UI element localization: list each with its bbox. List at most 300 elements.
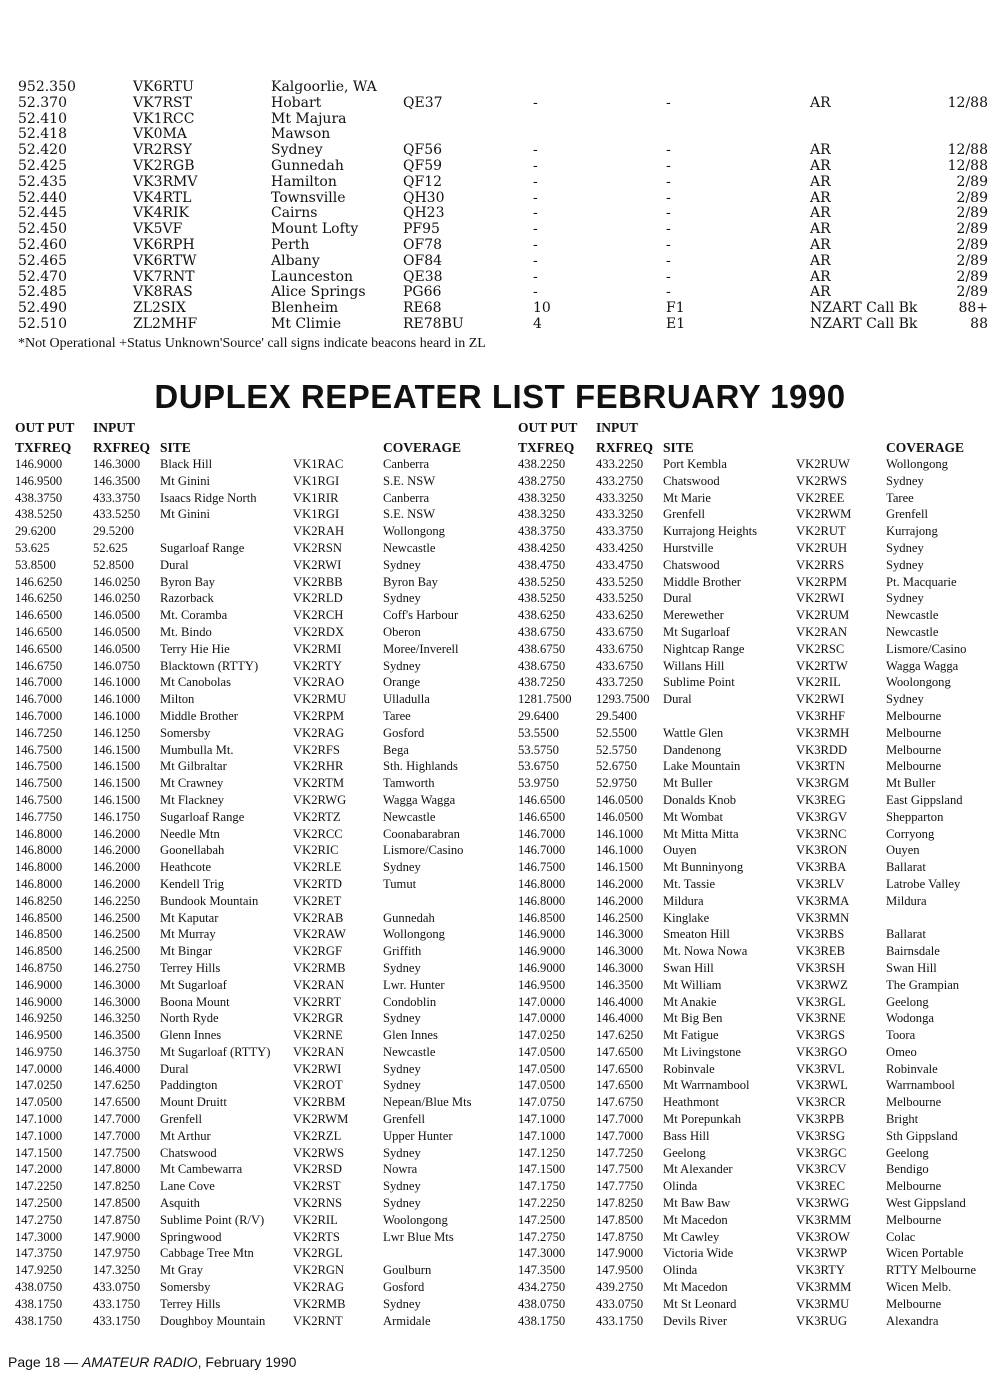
input-frequency: 146.1000 bbox=[93, 675, 141, 690]
beacon-row bbox=[18, 159, 988, 175]
output-frequency: 146.8000 bbox=[15, 826, 63, 841]
site-name: Chatswood bbox=[663, 557, 720, 572]
beacon-source: AR bbox=[810, 268, 831, 285]
input-frequency: 146.2500 bbox=[596, 910, 644, 925]
beacon-source: NZART Call Bk bbox=[810, 315, 918, 332]
coverage-header: COVERAGE bbox=[886, 440, 965, 455]
site-name: Mumbulla Mt. bbox=[160, 742, 234, 757]
site-name: Mt Warrnambool bbox=[663, 1078, 750, 1093]
beacon-row bbox=[18, 96, 988, 112]
input-frequency: 146.0500 bbox=[93, 608, 141, 623]
site-name: Hurstville bbox=[663, 540, 714, 555]
site-name: Mt St Leonard bbox=[663, 1296, 737, 1311]
output-frequency: 146.7750 bbox=[15, 809, 63, 824]
callsign: VK2RGN bbox=[293, 1263, 345, 1278]
beacon-source: AR bbox=[810, 284, 831, 301]
coverage-area: Bright bbox=[886, 1112, 919, 1127]
input-frequency: 433.0750 bbox=[93, 1280, 141, 1295]
callsign: VK2RNT bbox=[293, 1313, 343, 1328]
site-name: Dural bbox=[663, 591, 692, 606]
site-name: Blacktown (RTTY) bbox=[160, 658, 259, 673]
input-frequency: 433.1750 bbox=[93, 1313, 141, 1328]
input-frequency: 146.1500 bbox=[93, 759, 141, 774]
table-row bbox=[15, 826, 505, 843]
beacon-row bbox=[18, 270, 988, 286]
beacon-locator: QE38 bbox=[403, 268, 443, 285]
site-name: Mt Murray bbox=[160, 927, 216, 942]
table-row bbox=[518, 725, 1000, 742]
site-name: Mt Baw Baw bbox=[663, 1196, 731, 1211]
beacon-power: - bbox=[533, 142, 538, 159]
site-name: Smeaton Hill bbox=[663, 927, 730, 942]
coverage-area: East Gippsland bbox=[886, 792, 963, 807]
coverage-area: S.E. NSW bbox=[383, 473, 436, 488]
table-row bbox=[15, 1279, 505, 1296]
callsign: VK2ROT bbox=[293, 1078, 343, 1093]
input-frequency: 146.0500 bbox=[596, 792, 644, 807]
coverage-area: Sydney bbox=[383, 658, 421, 673]
output-frequency: 53.625 bbox=[15, 540, 50, 555]
coverage-area: Alexandra bbox=[886, 1313, 939, 1328]
input-frequency: 433.6750 bbox=[596, 624, 644, 639]
table-row bbox=[15, 1161, 505, 1178]
beacon-location: Townsville bbox=[271, 189, 346, 206]
coverage-area: Canberra bbox=[383, 457, 430, 471]
beacon-power: - bbox=[533, 157, 538, 174]
site-name: Mt Sugarloaf (RTTY) bbox=[160, 1044, 271, 1059]
coverage-area: Pt. Macquarie bbox=[886, 574, 957, 589]
input-frequency: 147.6500 bbox=[93, 1095, 141, 1110]
coverage-area: Geelong bbox=[886, 1145, 929, 1160]
callsign: VK2RSN bbox=[293, 540, 342, 555]
site-name: Doughboy Mountain bbox=[160, 1313, 266, 1328]
site-name: Mt Crawney bbox=[160, 776, 224, 791]
coverage-area: Armidale bbox=[383, 1313, 431, 1328]
coverage-area: Nepean/Blue Mts bbox=[383, 1095, 472, 1110]
beacon-frequency: 52.465 bbox=[18, 252, 67, 269]
beacon-power: - bbox=[533, 221, 538, 238]
beacon-mode: - bbox=[666, 252, 671, 269]
output-frequency: 53.5750 bbox=[518, 742, 559, 757]
output-frequency: 146.8500 bbox=[15, 910, 63, 925]
callsign: VK3RVL bbox=[796, 1061, 845, 1076]
table-row bbox=[518, 960, 1000, 977]
coverage-area: Wodonga bbox=[886, 1011, 934, 1026]
beacon-date: 12/88 bbox=[947, 142, 988, 159]
callsign: VK2RIC bbox=[293, 843, 339, 858]
beacon-locator: PF95 bbox=[403, 221, 440, 238]
site-name: Mt. Nowa Nowa bbox=[663, 944, 748, 959]
output-frequency: 146.8000 bbox=[518, 876, 566, 891]
site-name: Byron Bay bbox=[160, 574, 215, 589]
coverage-area: Lwr Blue Mts bbox=[383, 1229, 454, 1244]
input-frequency: 1293.7500 bbox=[596, 692, 650, 707]
input-frequency: 146.2500 bbox=[93, 927, 141, 942]
site-name: Bass Hill bbox=[663, 1128, 710, 1143]
site-name: Sugarloaf Range bbox=[160, 540, 245, 555]
coverage-area: Melbourne bbox=[886, 708, 942, 723]
input-frequency: 433.2250 bbox=[596, 457, 644, 471]
table-row bbox=[15, 792, 505, 809]
callsign: VK2RUH bbox=[796, 540, 848, 555]
beacon-location: Launceston bbox=[271, 268, 354, 285]
callsign: VK3RPB bbox=[796, 1112, 845, 1127]
beacon-row bbox=[18, 206, 988, 222]
site-name: Mt Fatigue bbox=[663, 1028, 719, 1043]
output-frequency: 147.1000 bbox=[15, 1112, 63, 1127]
beacon-frequency: 52.418 bbox=[18, 126, 67, 143]
site-name: Willans Hill bbox=[663, 658, 725, 673]
site-header: SITE bbox=[160, 440, 191, 455]
input-frequency: 147.9000 bbox=[93, 1229, 141, 1244]
coverage-area: Taree bbox=[383, 708, 411, 723]
callsign: VK1RGI bbox=[293, 473, 340, 488]
beacon-row bbox=[18, 285, 988, 301]
output-frequency: 29.6400 bbox=[518, 708, 559, 723]
beacon-source: NZART Call Bk bbox=[810, 300, 918, 317]
callsign: VK2RMU bbox=[293, 692, 347, 707]
callsign: VK2RSC bbox=[796, 641, 845, 656]
callsign: VK3REC bbox=[796, 1179, 845, 1194]
input-header-line1: INPUT bbox=[93, 420, 136, 435]
table-row bbox=[15, 490, 505, 507]
beacon-location: Kalgoorlie, WA bbox=[271, 79, 377, 95]
callsign: VK3RNC bbox=[796, 826, 847, 841]
beacon-locator: PG66 bbox=[403, 284, 442, 301]
table-row bbox=[15, 1195, 505, 1212]
table-row bbox=[518, 1195, 1000, 1212]
input-frequency: 439.2750 bbox=[596, 1280, 644, 1295]
site-name: Olinda bbox=[663, 1263, 698, 1278]
coverage-area: Corryong bbox=[886, 826, 935, 841]
callsign: VK2RMB bbox=[293, 1296, 346, 1311]
output-frequency: 147.2500 bbox=[15, 1196, 63, 1211]
callsign: VK2RGF bbox=[293, 944, 342, 959]
site-name: Mt Livingstone bbox=[663, 1044, 742, 1059]
table-row bbox=[518, 910, 1000, 927]
repeater-table-left bbox=[15, 420, 505, 1329]
output-frequency: 146.9000 bbox=[15, 994, 63, 1009]
table-row bbox=[15, 1094, 505, 1111]
table-row bbox=[518, 1212, 1000, 1229]
coverage-area: Sydney bbox=[383, 591, 421, 606]
coverage-area: Sydney bbox=[383, 557, 421, 572]
beacon-location: Mt Majura bbox=[271, 110, 347, 127]
site-name: Grenfell bbox=[663, 507, 705, 522]
output-frequency: 146.7000 bbox=[15, 692, 63, 707]
callsign: VK2RWI bbox=[293, 1061, 342, 1076]
output-frequency: 146.6250 bbox=[15, 591, 63, 606]
input-frequency: 147.6500 bbox=[596, 1078, 644, 1093]
output-frequency: 147.2250 bbox=[518, 1196, 566, 1211]
output-frequency: 146.7500 bbox=[15, 776, 63, 791]
input-frequency: 433.5250 bbox=[93, 507, 141, 522]
table-row bbox=[15, 910, 505, 927]
output-frequency: 146.9000 bbox=[518, 960, 566, 975]
table-row bbox=[15, 641, 505, 658]
coverage-area: Sydney bbox=[383, 1011, 421, 1026]
output-frequency: 147.0250 bbox=[15, 1078, 63, 1093]
input-frequency: 146.1500 bbox=[93, 792, 141, 807]
table-row bbox=[15, 994, 505, 1011]
page-title: DUPLEX REPEATER LIST FEBRUARY 1990 bbox=[154, 378, 846, 415]
coverage-area: Mt Buller bbox=[886, 776, 936, 791]
beacon-callsign: VK3RMV bbox=[133, 173, 198, 190]
callsign: VK2RBM bbox=[293, 1095, 346, 1110]
site-name: Mt Gray bbox=[160, 1263, 204, 1278]
site-name: Chatswood bbox=[160, 1145, 217, 1160]
coverage-area: Taree bbox=[886, 490, 914, 505]
callsign: VK2RWS bbox=[796, 473, 848, 488]
beacon-locator: RE68 bbox=[403, 300, 442, 317]
input-frequency: 146.3000 bbox=[93, 977, 141, 992]
site-name: Mt Mitta Mitta bbox=[663, 826, 739, 841]
callsign: VK2RWI bbox=[796, 692, 845, 707]
output-frequency: 147.1750 bbox=[518, 1179, 566, 1194]
coverage-area: Swan Hill bbox=[886, 960, 937, 975]
output-frequency: 147.3000 bbox=[518, 1246, 566, 1261]
output-frequency: 147.1000 bbox=[15, 1128, 63, 1143]
site-name: Middle Brother bbox=[160, 708, 238, 723]
coverage-area: Canberra bbox=[383, 490, 430, 505]
beacon-power: - bbox=[533, 94, 538, 111]
beacon-location: Hobart bbox=[271, 94, 322, 111]
callsign: VK3RWG bbox=[796, 1196, 850, 1211]
output-frequency: 146.9250 bbox=[15, 1011, 63, 1026]
callsign: VK2RAN bbox=[293, 1044, 345, 1059]
beacon-callsign: VK7RST bbox=[133, 94, 192, 111]
beacon-frequency: 52.470 bbox=[18, 268, 67, 285]
beacon-location: Mount Lofty bbox=[271, 221, 359, 238]
input-frequency: 146.3500 bbox=[596, 977, 644, 992]
site-name: Kurrajong Heights bbox=[663, 524, 758, 539]
table-row bbox=[518, 1262, 1000, 1279]
site-name: Terry Hie Hie bbox=[160, 641, 230, 656]
coverage-header: COVERAGE bbox=[383, 440, 462, 455]
coverage-area: Goulburn bbox=[383, 1263, 432, 1278]
input-frequency: 146.4000 bbox=[596, 1011, 644, 1026]
beacon-mode: - bbox=[666, 205, 671, 222]
table-row bbox=[518, 826, 1000, 843]
output-frequency: 146.9500 bbox=[15, 1028, 63, 1043]
output-frequency: 438.1750 bbox=[518, 1313, 566, 1328]
beacon-frequency: 52.370 bbox=[18, 94, 67, 111]
input-frequency: 147.8750 bbox=[596, 1229, 644, 1244]
output-frequency: 147.0000 bbox=[518, 1011, 566, 1026]
callsign: VK2RTD bbox=[293, 876, 342, 891]
beacon-mode: F1 bbox=[666, 300, 685, 317]
callsign: VK3RMA bbox=[796, 893, 850, 908]
output-frequency: 147.0000 bbox=[15, 1061, 63, 1076]
beacon-location: Sydney bbox=[271, 142, 323, 159]
input-frequency: 147.9750 bbox=[93, 1246, 141, 1261]
beacon-source: AR bbox=[810, 142, 831, 159]
callsign: VK2RIL bbox=[796, 675, 841, 690]
beacon-power: - bbox=[533, 189, 538, 206]
beacon-frequency: 52.510 bbox=[18, 315, 67, 332]
coverage-area: Gosford bbox=[383, 1280, 425, 1295]
callsign: VK2RCH bbox=[293, 608, 344, 623]
input-frequency: 146.3500 bbox=[93, 473, 141, 488]
callsign: VK3RMN bbox=[796, 910, 850, 925]
coverage-area: Robinvale bbox=[886, 1061, 938, 1076]
table-row bbox=[518, 1279, 1000, 1296]
site-name: Grenfell bbox=[160, 1112, 202, 1127]
site-name: North Ryde bbox=[160, 1011, 219, 1026]
input-frequency: 146.1000 bbox=[93, 708, 141, 723]
input-frequency: 146.2250 bbox=[93, 893, 141, 908]
beacon-callsign: VK4RIK bbox=[133, 205, 190, 222]
beacon-frequency: 52.460 bbox=[18, 236, 67, 253]
beacon-frequency: 52.485 bbox=[18, 284, 67, 301]
table-row bbox=[518, 607, 1000, 624]
callsign: VK3RMM bbox=[796, 1280, 852, 1295]
coverage-area: Upper Hunter bbox=[383, 1128, 453, 1143]
beacon-callsign: VK1RCC bbox=[133, 110, 195, 127]
callsign: VK2RUM bbox=[796, 608, 850, 623]
table-row bbox=[15, 1313, 505, 1330]
output-frequency: 438.5250 bbox=[518, 574, 566, 589]
coverage-area: Sydney bbox=[886, 692, 924, 707]
site-name: Mt Macedon bbox=[663, 1280, 728, 1295]
beacon-frequency: 52.490 bbox=[18, 300, 67, 317]
callsign: VK2RWI bbox=[293, 557, 342, 572]
coverage-area: Melbourne bbox=[886, 1095, 942, 1110]
coverage-area: Newcastle bbox=[383, 540, 436, 555]
callsign: VK3RUG bbox=[796, 1313, 848, 1328]
site-name: Ouyen bbox=[663, 843, 697, 858]
input-frequency: 433.1750 bbox=[596, 1313, 644, 1328]
output-frequency: 147.2750 bbox=[518, 1229, 566, 1244]
beacon-location: Gunnedah bbox=[271, 157, 344, 174]
callsign: VK3RBS bbox=[796, 927, 845, 942]
output-frequency: 146.8250 bbox=[15, 893, 63, 908]
output-frequency: 438.6250 bbox=[518, 608, 566, 623]
input-frequency: 433.4750 bbox=[596, 557, 644, 572]
coverage-area: Nowra bbox=[383, 1162, 418, 1177]
site-name: Razorback bbox=[160, 591, 214, 606]
beacon-power: - bbox=[533, 236, 538, 253]
coverage-area: Newcastle bbox=[886, 608, 939, 623]
output-frequency: 146.6750 bbox=[15, 658, 63, 673]
site-name: Terrey Hills bbox=[160, 1296, 221, 1311]
input-frequency: 146.0750 bbox=[93, 658, 141, 673]
output-frequency: 146.9000 bbox=[15, 457, 63, 471]
beacon-locator: QF56 bbox=[403, 142, 443, 159]
input-frequency: 146.3000 bbox=[93, 994, 141, 1009]
output-frequency: 438.6750 bbox=[518, 658, 566, 673]
table-row bbox=[15, 1027, 505, 1044]
beacon-frequency: 52.435 bbox=[18, 173, 67, 190]
site-name: Mt Porepunkah bbox=[663, 1112, 742, 1127]
input-frequency: 147.7750 bbox=[596, 1179, 644, 1194]
beacon-mode: E1 bbox=[666, 315, 686, 332]
table-row bbox=[15, 506, 505, 523]
callsign: VK3REB bbox=[796, 944, 845, 959]
coverage-area: Mildura bbox=[886, 893, 927, 908]
callsign: VK3RGC bbox=[796, 1145, 847, 1160]
site-name: Terrey Hills bbox=[160, 960, 221, 975]
callsign: VK2RLD bbox=[293, 591, 343, 606]
coverage-area: Lismore/Casino bbox=[886, 641, 967, 656]
output-frequency: 53.6750 bbox=[518, 759, 559, 774]
input-frequency: 146.1000 bbox=[596, 843, 644, 858]
table-row bbox=[15, 1229, 505, 1246]
callsign: VK3ROW bbox=[796, 1229, 850, 1244]
input-frequency: 146.2500 bbox=[93, 910, 141, 925]
beacon-callsign: VK8RAS bbox=[133, 284, 193, 301]
site-name: Dural bbox=[160, 557, 189, 572]
coverage-area: Sydney bbox=[383, 1078, 421, 1093]
beacon-row bbox=[18, 143, 988, 159]
input-frequency: 433.3750 bbox=[596, 524, 644, 539]
coverage-area: Sydney bbox=[383, 1145, 421, 1160]
output-frequency: 146.8500 bbox=[15, 927, 63, 942]
beacon-source: AR bbox=[810, 221, 831, 238]
table-row bbox=[15, 758, 505, 775]
input-frequency: 52.5500 bbox=[596, 725, 637, 740]
table-row bbox=[518, 1128, 1000, 1145]
site-name: Somersby bbox=[160, 725, 211, 740]
callsign: VK3RGL bbox=[796, 994, 846, 1009]
input-frequency: 433.6250 bbox=[596, 608, 644, 623]
table-row bbox=[15, 1245, 505, 1262]
site-name: Swan Hill bbox=[663, 960, 714, 975]
callsign: VK2RWM bbox=[796, 507, 852, 522]
table-row bbox=[15, 960, 505, 977]
site-name: Isaacs Ridge North bbox=[160, 490, 257, 505]
input-frequency: 146.1250 bbox=[93, 725, 141, 740]
coverage-area: Ouyen bbox=[886, 843, 920, 858]
callsign: VK2RIL bbox=[293, 1212, 338, 1227]
output-frequency: 53.5500 bbox=[518, 725, 559, 740]
callsign: VK2REE bbox=[796, 490, 845, 505]
coverage-area: Wollongong bbox=[383, 927, 445, 942]
input-frequency: 147.8250 bbox=[93, 1179, 141, 1194]
table-row bbox=[15, 1128, 505, 1145]
output-frequency: 147.1500 bbox=[15, 1145, 63, 1160]
output-frequency: 438.4750 bbox=[518, 557, 566, 572]
callsign: VK3RWP bbox=[796, 1246, 848, 1261]
input-frequency: 146.1500 bbox=[93, 742, 141, 757]
table-row bbox=[15, 674, 505, 691]
input-frequency: 433.3250 bbox=[596, 490, 644, 505]
table-row bbox=[15, 624, 505, 641]
beacon-source: AR bbox=[810, 173, 831, 190]
callsign: VK2RMB bbox=[293, 960, 346, 975]
callsign: VK2RAH bbox=[293, 524, 345, 539]
coverage-area: Ballarat bbox=[886, 927, 926, 942]
output-header-line1: OUT PUT bbox=[15, 420, 75, 435]
site-name: Merewether bbox=[663, 608, 724, 623]
beacon-date: 12/88 bbox=[947, 157, 988, 174]
coverage-area: Sydney bbox=[886, 540, 924, 555]
coverage-area: Condoblin bbox=[383, 994, 437, 1009]
site-name: Dural bbox=[663, 692, 692, 707]
beacon-frequency: 52.440 bbox=[18, 189, 67, 206]
coverage-area: Melbourne bbox=[886, 1296, 942, 1311]
table-row bbox=[15, 977, 505, 994]
output-frequency: 146.7000 bbox=[15, 675, 63, 690]
coverage-area: Wicen Portable bbox=[886, 1246, 964, 1261]
coverage-area: Omeo bbox=[886, 1044, 917, 1059]
site-name: Goonellabah bbox=[160, 843, 225, 858]
output-frequency: 146.9000 bbox=[518, 944, 566, 959]
beacon-mode: - bbox=[666, 268, 671, 285]
output-frequency: 146.7500 bbox=[15, 742, 63, 757]
input-frequency: 433.6750 bbox=[596, 641, 644, 656]
coverage-area: Grenfell bbox=[886, 507, 928, 522]
